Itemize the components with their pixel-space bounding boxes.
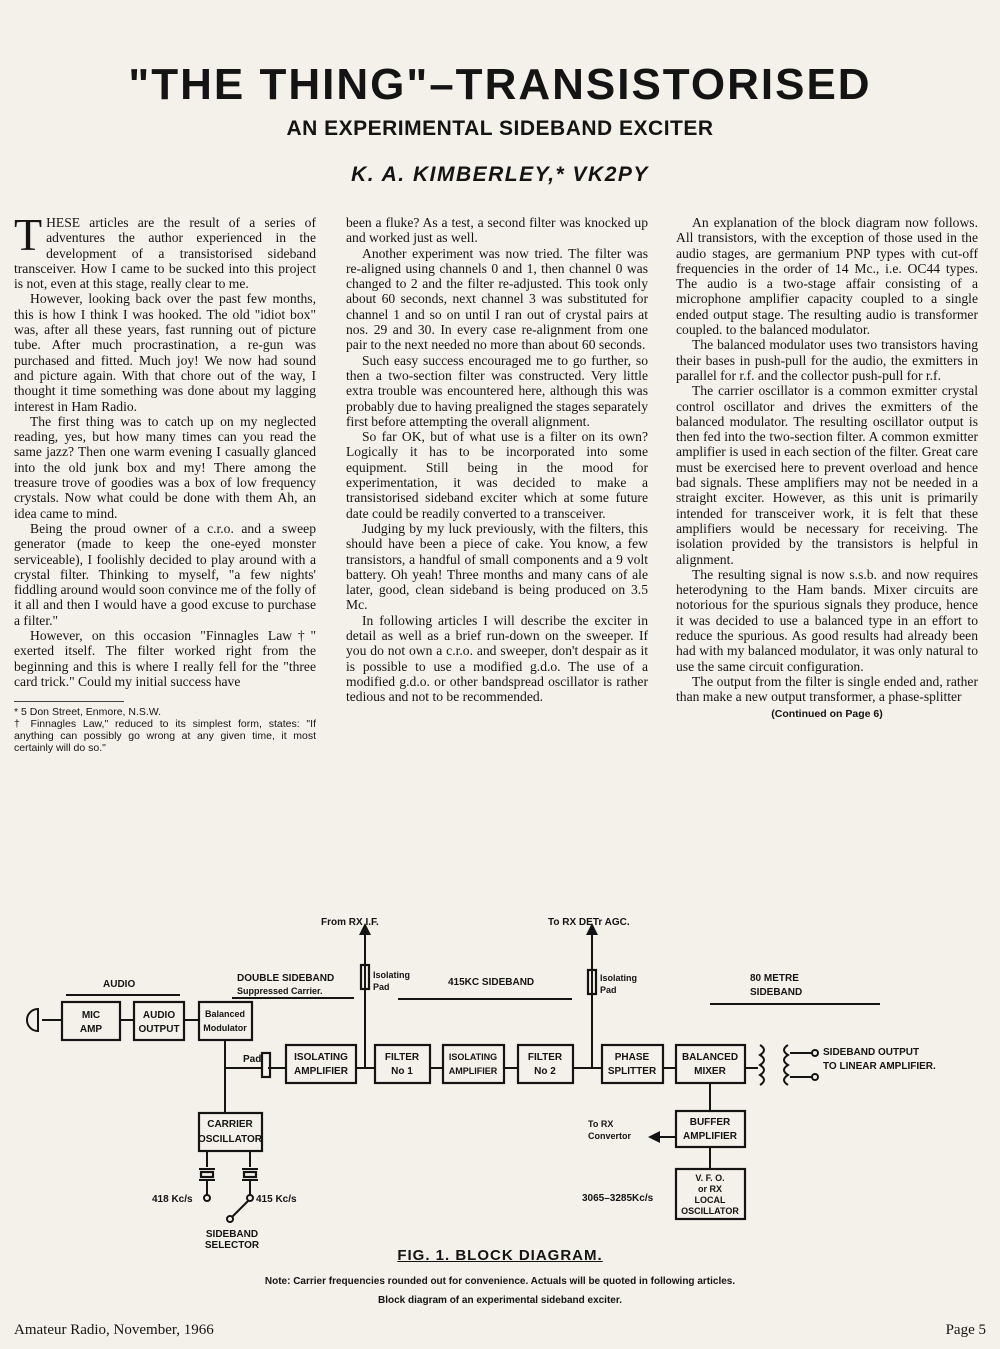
paragraph: The first thing was to catch up on my neglected reading, yes, but how many times can you read the same jazz? Then one warm evening I casually glanced into the old junk box and my! There among the treasure trove of goodies was a box of low frequency crystals. Now what could be done with them Ah, an idea came to mind. [14,413,316,521]
isolating-pad-label: Pad [600,985,617,995]
svg-text:AUDIO: AUDIO [142,1010,176,1021]
from-rx-if-label: From RX I.F. [321,917,379,928]
svg-text:BALANCED: BALANCED [681,1052,739,1063]
svg-text:PHASE: PHASE [614,1052,650,1063]
svg-text:AMPLIFIER: AMPLIFIER [683,1131,737,1142]
isolating-pad-label: Isolating [373,970,411,980]
svg-text:OUTPUT: OUTPUT [138,1024,180,1035]
footnotes [14,701,316,755]
block-diagram [0,905,1000,1245]
to-rx-convertor-label: To RX [588,1119,614,1129]
footnote: * 5 Don Street, Enmore, N.S.W. [14,706,162,719]
footnote: † Finnagles Law," reduced to its simplest form, states: "If anything can possibly go wrong at any given time, it most certainly will do so." [14,718,316,755]
article-subtitle: AN EXPERIMENTAL SIDEBAND EXCITER [286,117,714,140]
transformer-coil-icon [784,1045,788,1085]
continued-note: (Continued on Page 6) [771,707,883,720]
filter-2-block [518,1045,573,1083]
note-line: Block diagram of an experimental sideband exciter. [378,1295,622,1306]
crystal-frequency-label: 418 Kc/s [152,1194,193,1205]
svg-text:MIC: MIC [81,1010,101,1021]
audio-section-label: AUDIO [103,979,136,990]
page-number: Page 5 [945,1322,986,1338]
svg-text:Modulator: Modulator [203,1023,247,1033]
paragraph: Another experiment was now tried. The filter was re-aligned using channels 0 and 1, then channel 0 was changed to 2 and the filter re-adjusted. This took only about 60 seconds, next channel 3 was substituted for channel 1 and so on until I ran out of crystal pairs at nos. 29 and 30. In every case re-alignment from one pair to the next needed no more than about 60 seconds. [346,245,648,353]
switch-contact [247,1195,253,1201]
text-column-3 [676,215,978,905]
text-column-1 [14,215,316,905]
paragraph: The output from the filter is single ended and, rather than make a new output transformer, a phase-splitter [676,673,978,705]
publication-info: Amateur Radio, November, 1966 [14,1322,214,1338]
note-line: Note: Carrier frequencies rounded out for convenience. Actuals will be quoted in following articles. [264,1276,736,1287]
sideband-selector-label: SELECTOR [204,1240,260,1251]
crystal-icon [199,1169,215,1180]
pad-label: Pad [243,1054,262,1065]
buffer-amplifier-block [676,1111,745,1147]
paragraph: So far OK, but of what use is a filter on its own? Logically it has to be incorporated into some equipment. Still being in the mood for experimentation, it was decided to make a transistorised sideband exciter which at some future date could be readily converted to a transceiver. [346,429,648,521]
output-terminal [812,1074,818,1080]
to-rx-convertor-label: Convertor [588,1131,632,1141]
svg-text:FILTER: FILTER [527,1052,563,1063]
svg-text:LOCAL: LOCAL [694,1195,726,1205]
svg-text:or RX: or RX [697,1184,723,1194]
crystal-icon [242,1169,258,1180]
page-footer [14,1322,986,1339]
figure-note [0,1272,1000,1310]
article-title: "THE THING"–TRANSISTORISED [128,60,872,109]
dsb-section-label: Suppressed Carrier. [237,986,323,996]
transformer-coil-icon [760,1045,764,1085]
paragraph: The balanced modulator uses two transistors having their bases in push-pull for the audio, the exmitters in parallel for r.f. and the collector push-pull for r.f. [676,337,978,383]
drop-cap: T [14,215,43,260]
svg-text:SPLITTER: SPLITTER [607,1066,657,1077]
paragraph: HESE articles are the result of a series of adventures the author experienced in the development of a transistorised sideband transceiver. How I came to be sucked into this project is not, even at this stage, really clear to me. [14,215,316,292]
svg-text:AMPLIFIER: AMPLIFIER [448,1066,498,1076]
isolating-amplifier-1-block [286,1045,356,1083]
carrier-oscillator-block [198,1113,263,1151]
paragraph: The carrier oscillator is a common exmitter crystal control oscillator and drives the exmitters of the balanced modulator. The resulting oscillator output is then fed into the two-section filter. A common exmitter amplifier is used in each section of the filter. Great care must be exercised here to prevent overload and hence bad signals. These amplifiers may not be needed in a straight exciter. However, as this unit is primarily intended for transceiver work, it is felt that these amplifiers would be necessary for receiving. The isolation provided by the transistors is helpful in alignment. [676,383,978,567]
output-terminal [812,1050,818,1056]
to-rx-det-label: To RX DETr AGC. [548,917,630,928]
isolating-pad-label: Isolating [600,973,638,983]
paragraph: Being the proud owner of a c.r.o. and a sweep generator (made to keep the one-eyed monster serviceable), I foolishly decided to play around with a crystal filter. Thinking to myself, "a few nights' fiddling around would soon convince me of the folly of it all and then I would have a good excuse to purchase a filter." [14,520,316,628]
microphone-icon [27,1009,38,1031]
80-metre-sideband-label: SIDEBAND [750,987,803,998]
vfo-block [676,1169,745,1219]
svg-text:OSCILLATOR: OSCILLATOR [197,1134,263,1145]
sideband-output-label: TO LINEAR AMPLIFIER. [823,1061,936,1072]
sideband-output-label: SIDEBAND OUTPUT [823,1047,920,1058]
selector-switch-arm [232,1201,248,1217]
paragraph: Such easy success encouraged me to go further, so then a two-section filter was constructed. Very little extra trouble was encountered here, although this was probably due to having prealigned the stages separately first before attempting the overall alignment. [346,352,648,429]
mic-amp-block [62,1002,120,1040]
svg-text:MIXER: MIXER [694,1066,726,1077]
paragraph: Judging by my luck previously, with the filters, this should have been a piece of cake. You know, a few transistors, a handful of small components and a 9 volt battery. Oh yeah! Three months and many cans of ale later, good, clean sideband is being produced on 3.5 Mc. [346,520,648,613]
text-column-2 [346,215,648,905]
paragraph: However, on this occasion "Finnagles Law†" exerted itself. The filter worked right from the beginning and this is where I really fell for the "three card trick." Could my initial success have [14,628,316,689]
sideband-selector-label: SIDEBAND [205,1229,259,1240]
svg-text:FILTER: FILTER [384,1052,420,1063]
svg-text:No 2: No 2 [534,1066,556,1077]
svg-text:ISOLATING: ISOLATING [448,1052,498,1062]
audio-output-block [134,1002,184,1040]
svg-text:V. F. O.: V. F. O. [695,1173,725,1183]
pad-resistor [262,1053,270,1077]
author-byline: K. A. KIMBERLEY,* VK2PY [351,163,649,186]
arrow-left-icon [648,1131,660,1143]
paragraph: An explanation of the block diagram now follows. All transistors, with the exception of those used in the audio stages, are germanium PNP types with cut-off frequencies in the order of 14 Mc., i.e. OC44 types. The audio is a two-stage affair consisting of a microphone amplifier capacity coupled to a single ended output stage. The resulting audio is transformer coupled. to the balanced modulator. [676,215,978,338]
svg-text:Balanced: Balanced [204,1009,246,1019]
svg-text:AMPLIFIER: AMPLIFIER [294,1066,348,1077]
svg-text:ISOLATING: ISOLATING [294,1052,348,1063]
selector-label-line2 [0,1238,300,1252]
balanced-modulator-block [199,1002,252,1040]
figure-caption-text: FIG. 1. BLOCK DIAGRAM. [397,1247,603,1264]
vfo-frequency-label: 3065–3285Kc/s [582,1193,654,1204]
paragraph: However, looking back over the past few months, this is how I think I was hooked. The old "idiot box" was, after all these years, fast running out of picture tube. After much procrastination, a re-gun was purchased and fitted. Much joy! We now had sound and picture again. With that chore out of the way, I thought it time something was done about my lagging interest in Ham Radio. [14,291,316,414]
balanced-mixer-block [676,1045,745,1083]
paragraph: In following articles I will describe the exciter in detail as well as a brief run-down on the sweeper. If you do not own a c.r.o. and sweeper, don't despair as it is possible to use a modified g.d.o. The use of a modified g.d.o. or other bandspread oscillator is rather tedious and not to be recommended. [346,612,648,705]
svg-text:AMP: AMP [79,1024,103,1035]
filter-1-block [375,1045,430,1083]
svg-text:BUFFER: BUFFER [689,1117,731,1128]
switch-pivot [227,1216,233,1222]
svg-text:No 1: No 1 [391,1066,413,1077]
svg-text:OSCILLATOR: OSCILLATOR [681,1206,739,1216]
svg-text:CARRIER: CARRIER [207,1119,253,1130]
paragraph: been a fluke? As a test, a second filter was knocked up and worked just as well. [346,215,648,246]
80-metre-sideband-label: 80 METRE [750,973,799,984]
isolating-pad-label: Pad [373,982,390,992]
dsb-section-label: DOUBLE SIDEBAND [237,973,335,984]
415kc-sideband-label: 415KC SIDEBAND [448,977,535,988]
switch-contact [204,1195,210,1201]
isolating-amplifier-2-block [443,1045,504,1083]
crystal-frequency-label: 415 Kc/s [256,1194,297,1205]
paragraph: The resulting signal is now s.s.b. and now requires heterodyning to the Ham bands. Mixer circuits are notorious for the spurious signals they produce, hence it was decided to use a balanced type in an effort to reduce the spurious. As good results had already been had with my balanced modulator, it was only natural to use the same circuit configuration. [676,566,978,674]
phase-splitter-block [602,1045,663,1083]
